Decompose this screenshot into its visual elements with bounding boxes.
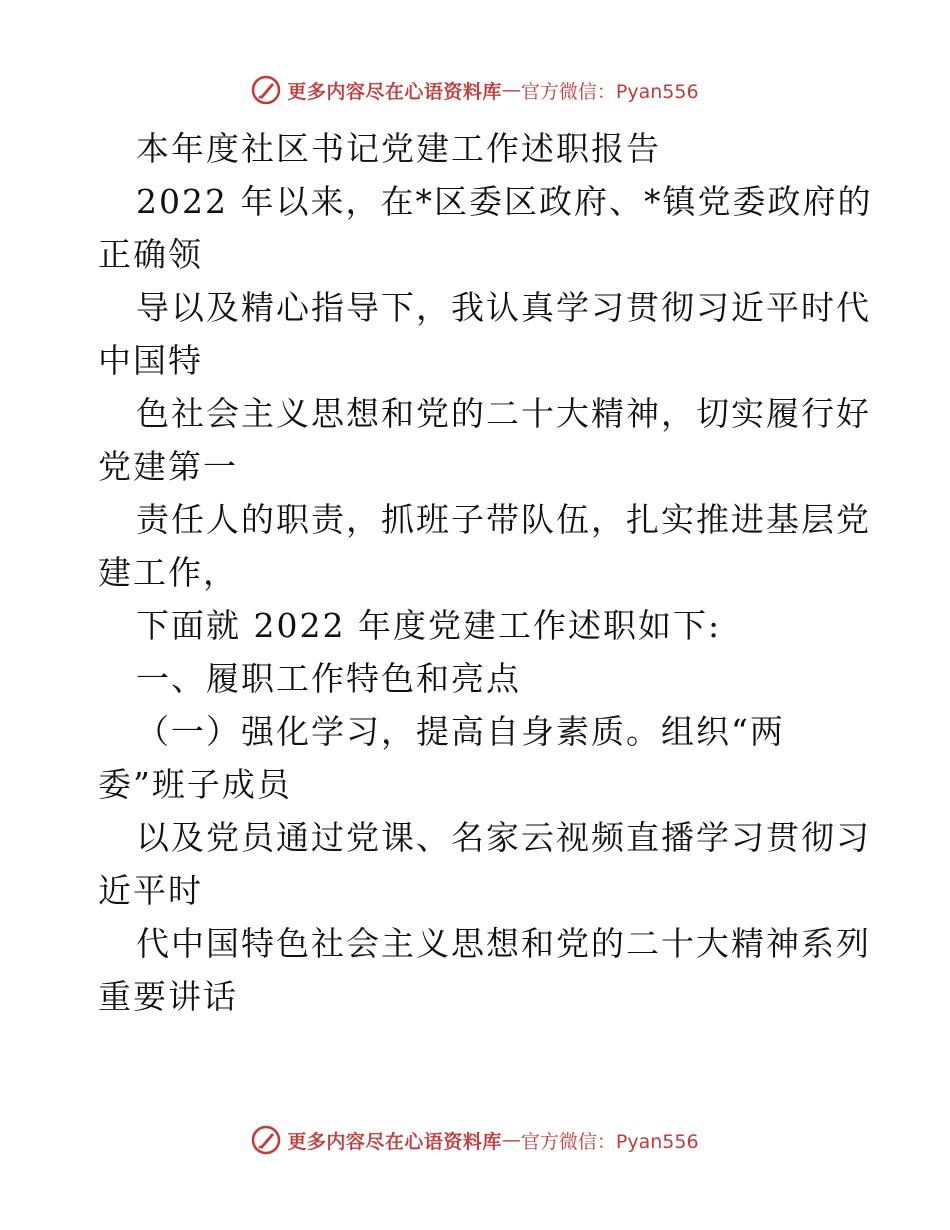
document-line: 下面就 2022 年度党建工作述职如下: (136, 606, 722, 645)
document-line: 建工作， (98, 553, 238, 592)
banner-brand-text: 更多内容尽在心语资料库 (287, 80, 502, 103)
document-body (98, 122, 873, 1023)
document-line: 中国特 (98, 341, 203, 380)
banner-wechat-text: 官方微信：Pyan556 (520, 80, 699, 103)
document-line: 2022 年以来，在*区委区政府、*镇党委政府的 (136, 182, 873, 221)
document-line: 近平时 (98, 871, 203, 910)
banner-wechat-text: 官方微信：Pyan556 (520, 1130, 699, 1153)
document-line: 色社会主义思想和党的二十大精神，切实履行好 (136, 394, 871, 433)
header-watermark-banner (0, 70, 950, 110)
document-line: 导以及精心指导下，我认真学习贯彻习近平时代 (136, 288, 871, 327)
document-line: 一、履职工作特色和亮点 (136, 659, 521, 698)
banner-separator: — (501, 79, 521, 101)
document-line: 重要讲话 (98, 977, 238, 1016)
document-line: 党建第一 (98, 447, 238, 486)
document-line: 本年度社区书记党建工作述职报告 (136, 129, 661, 168)
document-line: 委”班子成员 (98, 765, 292, 804)
document-line: 以及党员通过党课、名家云视频直播学习贯彻习 (136, 818, 871, 857)
banner-separator: — (501, 1129, 521, 1151)
banner-brand-text: 更多内容尽在心语资料库 (287, 1130, 502, 1153)
document-line: 正确领 (98, 235, 203, 274)
quill-pen-logo-icon (251, 75, 281, 105)
document-line: 代中国特色社会主义思想和党的二十大精神系列 (136, 924, 871, 963)
document-line: （一）强化学习，提高自身素质。组织“两 (136, 712, 785, 751)
quill-pen-logo-icon (251, 1125, 281, 1155)
footer-watermark-banner (0, 1120, 950, 1160)
document-line: 责任人的职责，抓班子带队伍，扎实推进基层党 (136, 500, 871, 539)
